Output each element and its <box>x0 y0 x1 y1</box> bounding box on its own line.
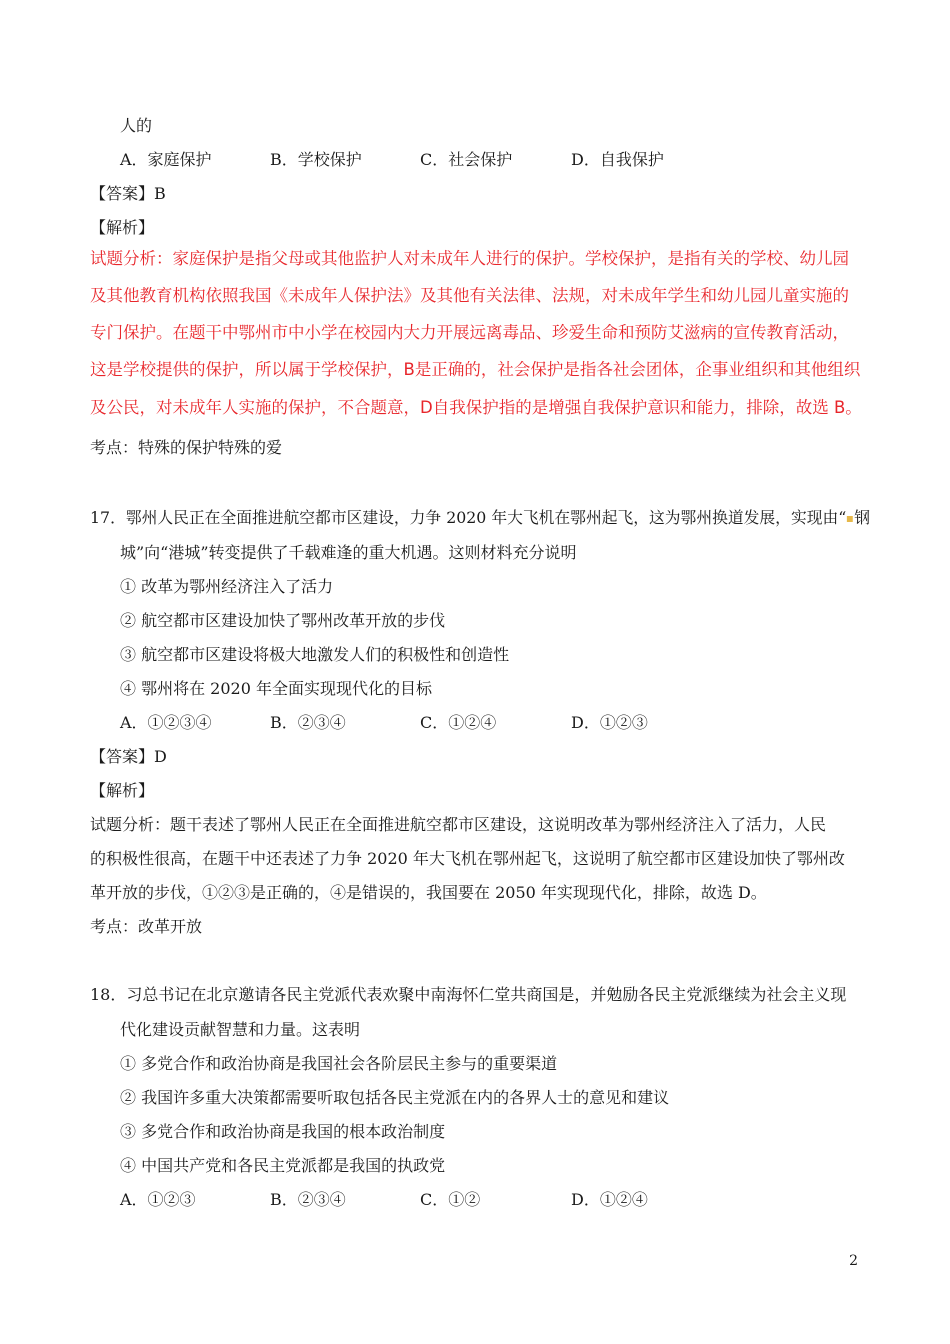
q18-item-2: ② 我国许多重大决策都需要听取包括各民主党派在内的各界人士的意见和建议 <box>120 1088 670 1107</box>
q17-stem-line-1 <box>90 510 870 526</box>
q16-answer: 【答案】B <box>90 184 166 203</box>
q17-option-b: B．②③④ <box>270 713 346 732</box>
q17-stem-line-1-end: 钢 <box>854 508 870 527</box>
q16-analysis-line-1: 试题分析：家庭保护是指父母或其他监护人对未成年人进行的保护。学校保护，是指有关的学校、幼儿园 <box>90 249 849 268</box>
yellow-mark-icon <box>847 516 853 522</box>
q18-stem-line-1: 18．习总书记在北京邀请各民主党派代表欢聚中南海怀仁堂共商国是，并勉励各民主党派继续为社会主义现 <box>90 985 847 1004</box>
q18-option-d: D．①②④ <box>571 1190 648 1209</box>
q18-item-3: ③ 多党合作和政治协商是我国的根本政治制度 <box>120 1122 446 1141</box>
q17-analysis-line-2: 的积极性很高，在题干中还表述了力争 2020 年大飞机在鄂州起飞，这说明了航空都市区建设加快了鄂州改 <box>90 849 845 868</box>
page-number: 2 <box>849 1253 858 1269</box>
q17-stem-line-1-text: 17．鄂州人民正在全面推进航空都市区建设，力争 2020 年大飞机在鄂州起飞，这为鄂州换道发展，实现由“ <box>90 508 847 527</box>
q16-option-b: B．学校保护 <box>270 150 362 169</box>
q17-item-4: ④ 鄂州将在 2020 年全面实现现代化的目标 <box>120 679 432 698</box>
q16-option-a: A．家庭保护 <box>120 150 212 169</box>
q17-option-d: D．①②③ <box>571 713 648 732</box>
q17-item-1: ① 改革为鄂州经济注入了活力 <box>120 577 334 596</box>
q16-point: 考点：特殊的保护特殊的爱 <box>90 438 283 457</box>
q16-analysis-line-4: 这是学校提供的保护，所以属于学校保护，B是正确的，社会保护是指各社会团体，企事业组织和其他组织 <box>90 360 861 379</box>
q17-item-3: ③ 航空都市区建设将极大地激发人们的积极性和创造性 <box>120 645 510 664</box>
q16-stem-tail: 人的 <box>120 116 153 135</box>
q17-stem-line-2: 城”向“港城”转变提供了千载难逢的重大机遇。这则材料充分说明 <box>120 543 577 562</box>
q18-option-b: B．②③④ <box>270 1190 346 1209</box>
q17-analysis-line-1: 试题分析：题干表述了鄂州人民正在全面推进航空都市区建设，这说明改革为鄂州经济注入了活力，人民 <box>90 815 827 834</box>
q16-option-c: C．社会保护 <box>420 150 513 169</box>
q17-item-2: ② 航空都市区建设加快了鄂州改革开放的步伐 <box>120 611 446 630</box>
q18-option-c: C．①② <box>420 1190 481 1209</box>
q16-analysis-line-3: 专门保护。在题干中鄂州市中小学在校园内大力开展远离毒品、珍爱生命和预防艾滋病的宣传教育活动， <box>90 323 849 342</box>
q17-option-a: A．①②③④ <box>120 713 212 732</box>
q17-answer: 【答案】D <box>90 747 167 766</box>
q16-analysis-line-5: 及公民，对未成年人实施的保护，不合题意，D自我保护指的是增强自我保护意识和能力，排除，故选 B。 <box>90 398 862 417</box>
q18-option-a: A．①②③ <box>120 1190 196 1209</box>
q17-option-c: C．①②④ <box>420 713 497 732</box>
q18-item-4: ④ 中国共产党和各民主党派都是我国的执政党 <box>120 1156 446 1175</box>
q17-point: 考点：改革开放 <box>90 917 203 936</box>
q18-item-1: ① 多党合作和政治协商是我国社会各阶层民主参与的重要渠道 <box>120 1054 558 1073</box>
q16-analysis-line-2: 及其他教育机构依照我国《未成年人保护法》及其他有关法律、法规，对未成年学生和幼儿园儿童实施的 <box>90 286 849 305</box>
q18-stem-line-2: 代化建设贡献智慧和力量。这表明 <box>120 1020 361 1039</box>
q16-analysis-label: 【解析】 <box>90 218 155 237</box>
q16-option-d: D．自我保护 <box>571 150 664 169</box>
q17-analysis-label: 【解析】 <box>90 781 155 800</box>
q17-analysis-line-3: 革开放的步伐，①②③是正确的，④是错误的，我国要在 2050 年实现现代化，排除，故选 D。 <box>90 883 767 902</box>
